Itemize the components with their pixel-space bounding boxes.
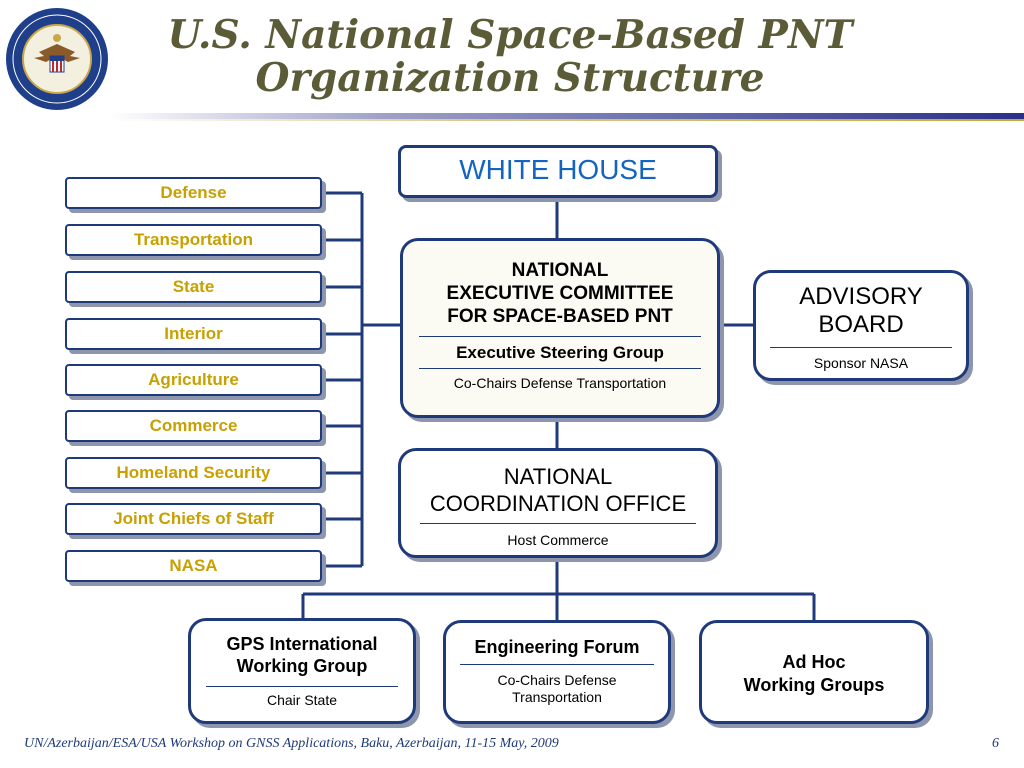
gps-group-chair: Chair State (266, 692, 338, 708)
gps-group-divider (206, 686, 398, 687)
adhoc-line-2: Working Groups (743, 675, 885, 695)
executive-committee-box (400, 238, 720, 418)
white-house-box: WHITE HOUSE (398, 145, 718, 198)
engineering-forum-divider (460, 664, 654, 665)
agency-box-joint-chiefs: Joint Chiefs of Staff (65, 503, 322, 535)
engineering-forum-cochairs-2: Transportation (512, 689, 602, 705)
agency-box-nasa: NASA (65, 550, 322, 582)
executive-steering-group: Executive Steering Group (456, 343, 664, 362)
steering-divider (419, 368, 701, 369)
exec-committee-divider (419, 336, 701, 337)
exec-committee-cochairs: Co-Chairs Defense Transportation (453, 375, 667, 391)
agency-box-interior: Interior (65, 318, 322, 350)
gps-working-group-box (188, 618, 416, 724)
engineering-forum-title: Engineering Forum (474, 637, 640, 657)
agency-box-state: State (65, 271, 322, 303)
agency-box-agriculture: Agriculture (65, 364, 322, 396)
exec-committee-line-1: NATIONAL (511, 260, 609, 281)
coordination-office-divider (420, 523, 696, 524)
advisory-board-line-2: BOARD (818, 311, 904, 338)
engineering-forum-cochairs-1: Co-Chairs Defense (497, 672, 617, 688)
agency-box-transportation: Transportation (65, 224, 322, 256)
adhoc-working-groups-box (699, 620, 929, 724)
engineering-forum-box (443, 620, 671, 724)
exec-committee-line-2: EXECUTIVE COMMITTEE (446, 283, 674, 304)
exec-committee-line-3: FOR SPACE-BASED PNT (447, 306, 673, 327)
advisory-board-box (753, 270, 969, 381)
agency-box-defense: Defense (65, 177, 322, 209)
title-line-1: U.S. National Space-Based PNT (167, 12, 853, 58)
coordination-office-box (398, 448, 718, 558)
advisory-board-sponsor: Sponsor NASA (813, 355, 909, 371)
adhoc-line-1: Ad Hoc (782, 652, 846, 672)
gps-group-line-1: GPS International (226, 634, 378, 654)
title-line-2: Organization Structure (255, 55, 765, 101)
agency-box-commerce: Commerce (65, 410, 322, 442)
footer-text: UN/Azerbaijan/ESA/USA Workshop on GNSS Applications, Baku, Azerbaijan, 11-15 May, 2009 (24, 736, 559, 751)
gps-group-line-2: Working Group (236, 656, 368, 676)
advisory-board-divider (770, 347, 952, 348)
coordination-office-line-2: COORDINATION OFFICE (429, 491, 687, 516)
advisory-board-line-1: ADVISORY (799, 283, 923, 310)
coordination-office-host: Host Commerce (507, 532, 609, 548)
coordination-office-line-1: NATIONAL (503, 464, 613, 489)
agency-box-homeland-security: Homeland Security (65, 457, 322, 489)
page-number: 6 (992, 736, 999, 751)
